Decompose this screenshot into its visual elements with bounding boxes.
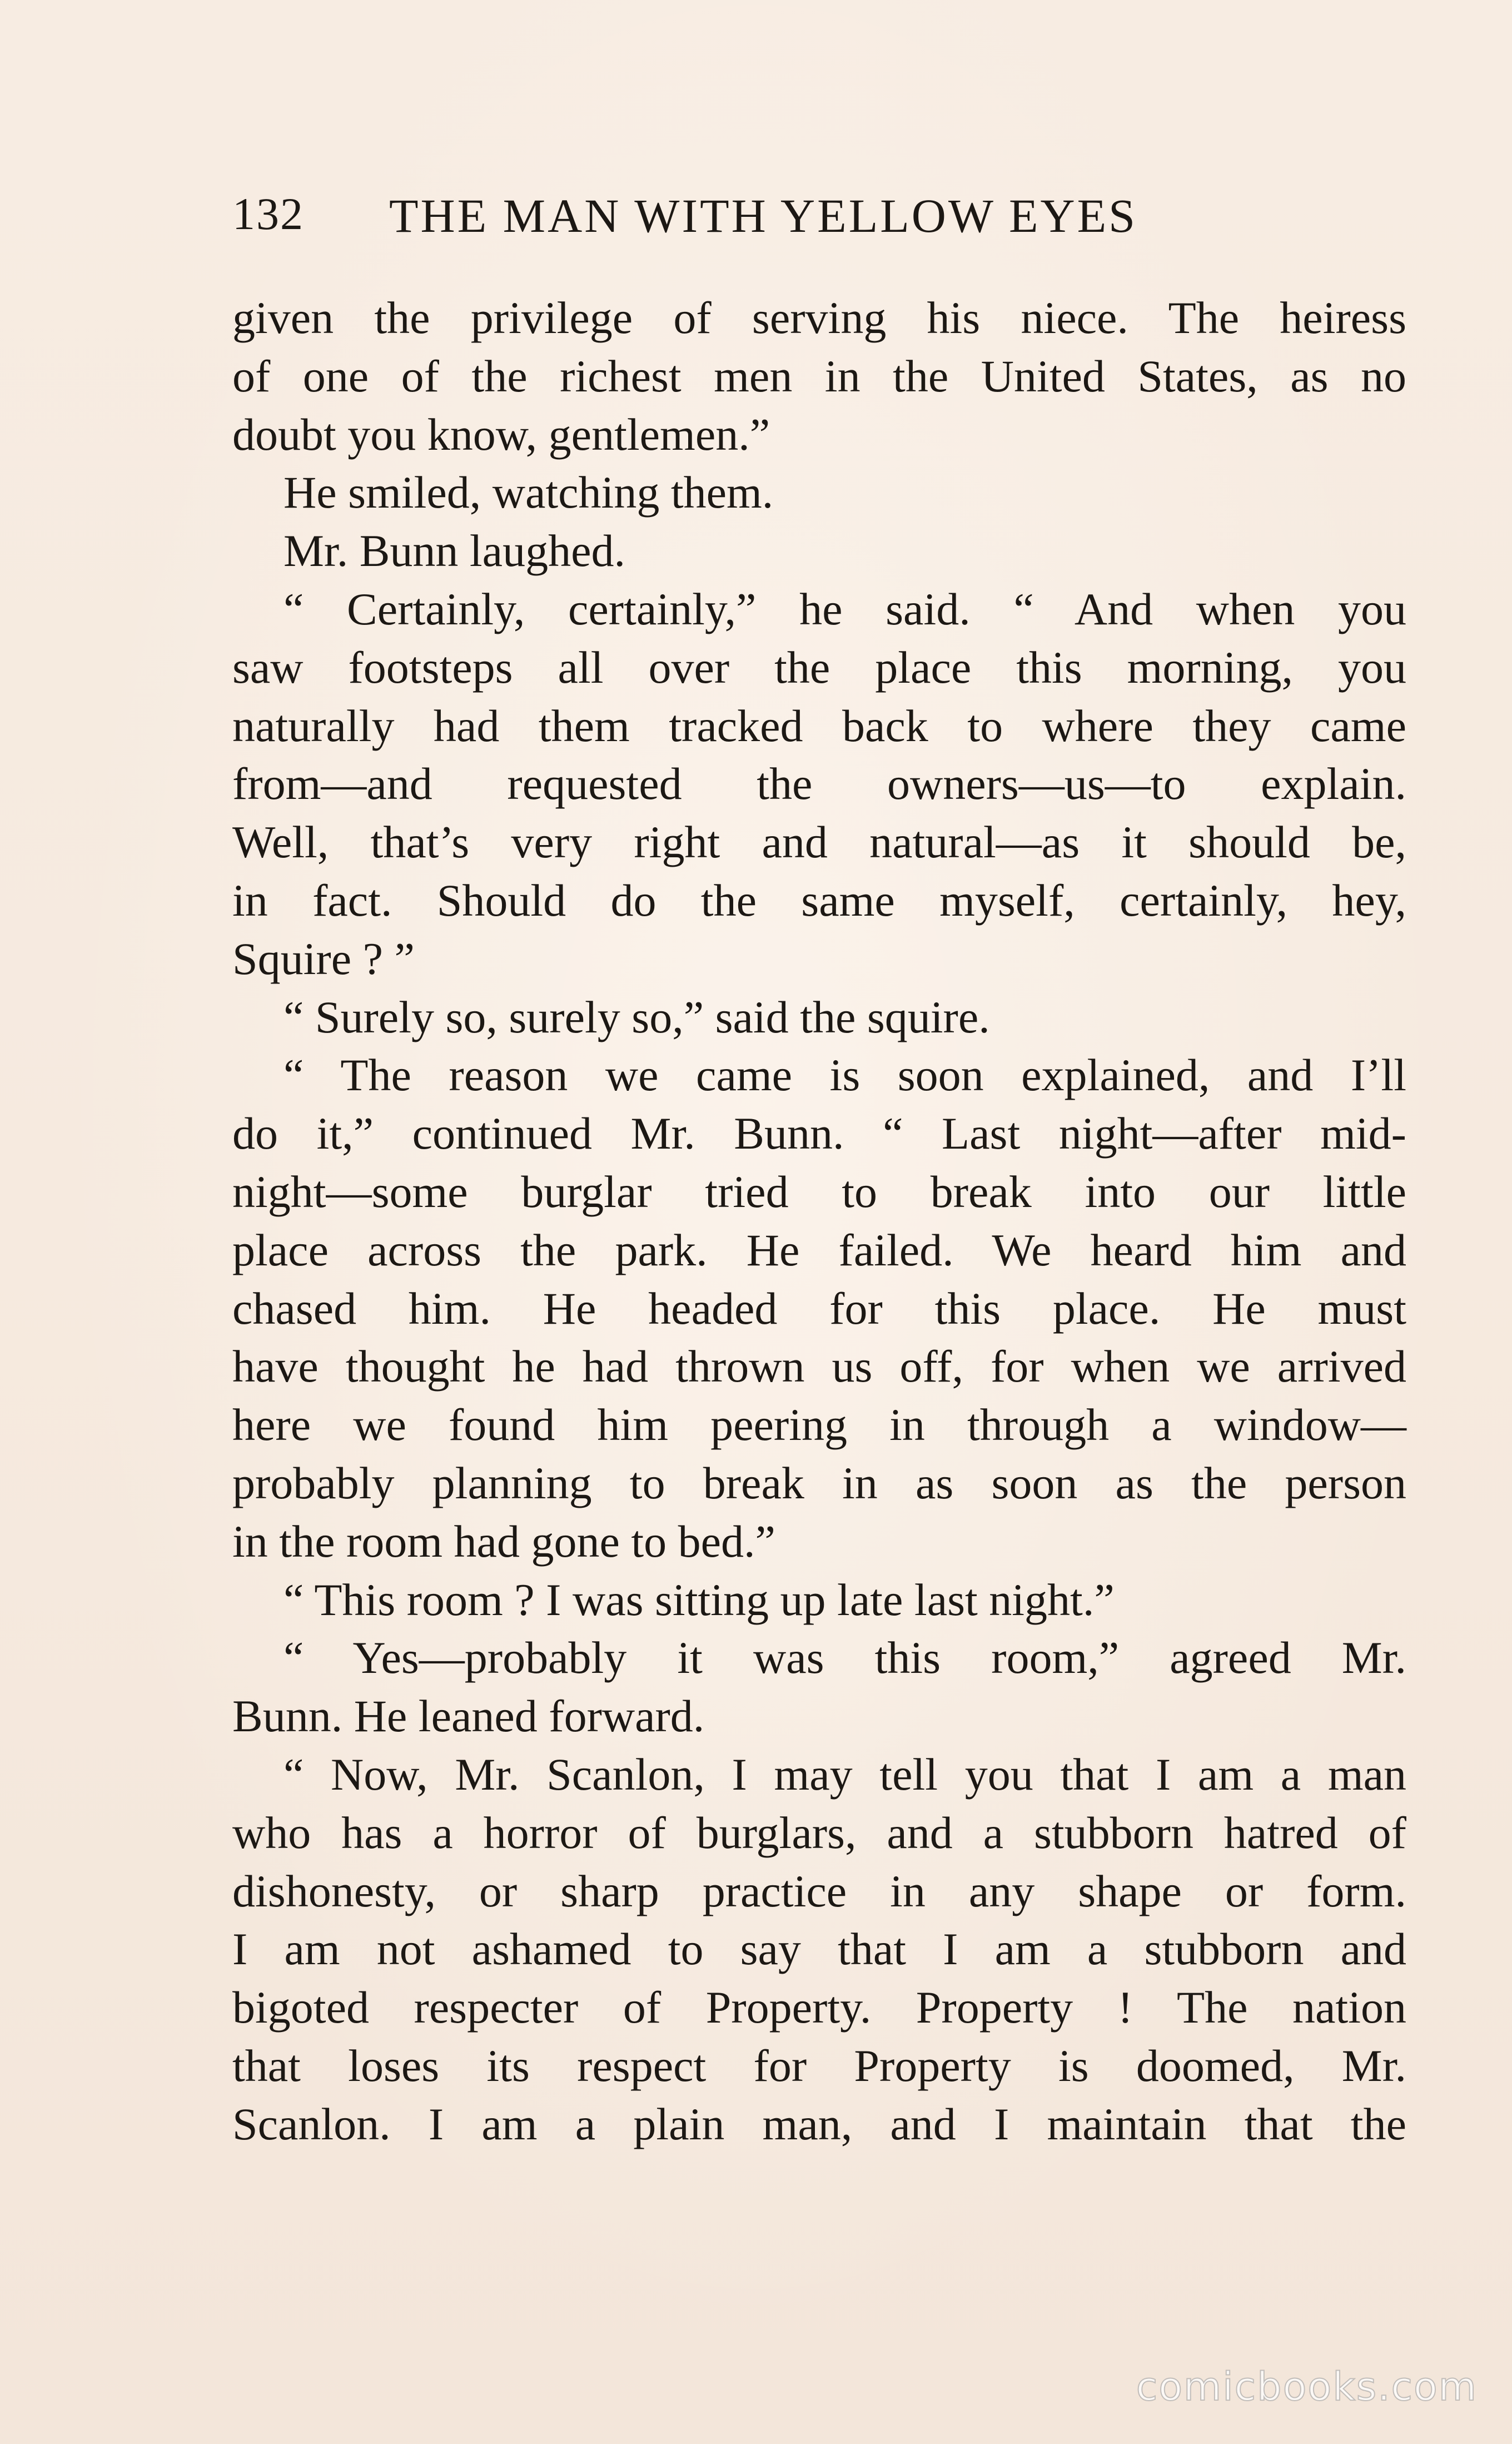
text-line: naturally had them tracked back to where they came <box>232 700 1406 751</box>
page-number: 132 <box>232 188 304 239</box>
text-line: “ This room ? I was sitting up late last night.” <box>284 1574 1115 1625</box>
text-line: “ Certainly, certainly,” he said. “ And when you <box>284 583 1406 634</box>
text-line: “ Now, Mr. Scanlon, I may tell you that I am a man <box>284 1748 1406 1800</box>
running-title: THE MAN WITH YELLOW EYES <box>389 189 1137 242</box>
text-line: probably planning to break in as soon as the person <box>232 1457 1406 1508</box>
text-line: do it,” continued Mr. Bunn. “ Last night—after mid- <box>232 1108 1406 1159</box>
watermark: comicbooks.com <box>1136 2364 1478 2410</box>
text-line: here we found him peering in through a window— <box>232 1399 1406 1450</box>
text-line: He smiled, watching them. <box>284 467 774 518</box>
text-line: I am not ashamed to say that I am a stubborn and <box>232 1924 1406 1975</box>
text-line: have thought he had thrown us off, for when we arrived <box>232 1341 1406 1392</box>
page-header <box>232 188 1244 249</box>
text-line: Well, that’s very right and natural—as it should be, <box>232 817 1406 868</box>
text-line: “ The reason we came is soon explained, and I’ll <box>284 1050 1406 1101</box>
text-line: night—some burglar tried to break into our little <box>232 1166 1406 1217</box>
text-line: who has a horror of burglars, and a stubborn hatred of <box>232 1807 1406 1858</box>
text-line: from—and requested the owners—us—to explain. <box>232 758 1406 809</box>
text-line: bigoted respecter of Property. Property ! The nation <box>232 1982 1406 2033</box>
text-line: chased him. He headed for this place. He must <box>232 1283 1406 1334</box>
text-line: Bunn. He leaned forward. <box>232 1691 705 1742</box>
text-line: Mr. Bunn laughed. <box>284 525 625 577</box>
text-line: “ Surely so, surely so,” said the squire. <box>284 991 990 1042</box>
body-text <box>232 289 1406 2154</box>
text-line: Scanlon. I am a plain man, and I maintain that the <box>232 2098 1406 2149</box>
text-line: dishonesty, or sharp practice in any shape or form. <box>232 1865 1406 1916</box>
text-line: place across the park. He failed. We heard him and <box>232 1224 1406 1275</box>
text-line: saw footsteps all over the place this morning, you <box>232 642 1406 693</box>
text-line: Squire ? ” <box>232 933 415 984</box>
text-line: that loses its respect for Property is doomed, Mr. <box>232 2040 1406 2091</box>
text-line: doubt you know, gentlemen.” <box>232 409 770 460</box>
text-line: given the privilege of serving his niece. The heiress <box>232 292 1406 343</box>
text-line: “ Yes—probably it was this room,” agreed Mr. <box>284 1632 1406 1683</box>
text-line: of one of the richest men in the United States, as no <box>232 350 1406 401</box>
text-line: in the room had gone to bed.” <box>232 1516 775 1567</box>
text-line: in fact. Should do the same myself, certainly, hey, <box>232 875 1406 926</box>
